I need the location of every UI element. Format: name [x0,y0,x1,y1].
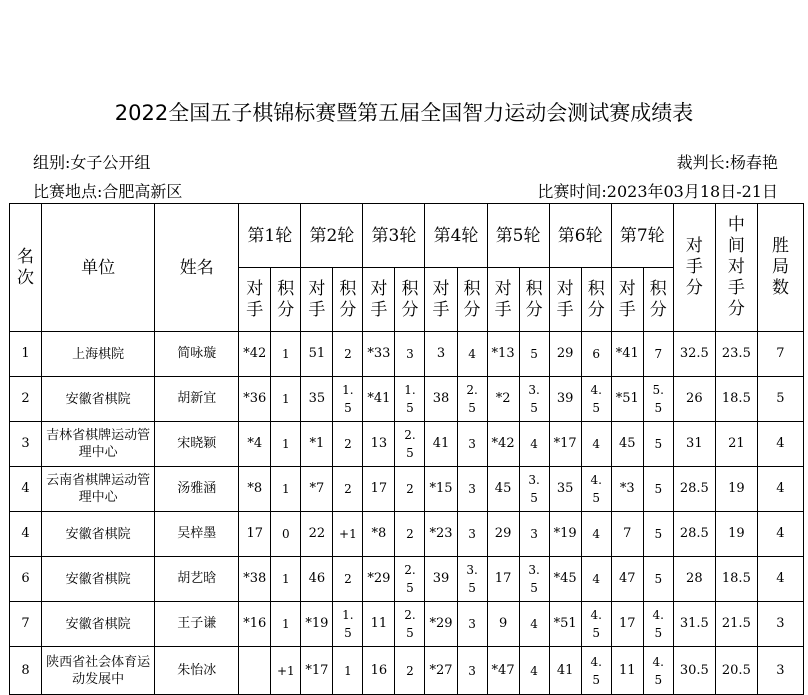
r7-points-cell [643,602,673,647]
name-cell: 简咏璇 [155,332,239,377]
r6-points-cell-text: 4.5 [590,473,602,505]
r3-points-cell [395,422,425,467]
r4-points-cell [457,557,487,602]
r1-points-cell: 1 [271,557,301,602]
header-r1-points-text: 积分 [277,278,295,320]
r4-points-cell-text: 3.5 [466,563,478,595]
r3-opponent-cell: 17 [363,467,395,512]
r4-opponent-cell: 39 [425,557,457,602]
r4-opponent-cell: 38 [425,377,457,422]
table-row [10,512,804,557]
header-opp-score [673,204,715,332]
header-row-rounds [10,204,804,268]
r7-points-cell-text: 4.5 [652,608,664,640]
r3-opponent-cell: *8 [363,512,395,557]
opp-score-cell: 28.5 [673,512,715,557]
r3-points-cell [395,377,425,422]
mid-opp-score-cell: 19 [715,467,757,512]
mid-opp-score-cell: 21.5 [715,602,757,647]
r6-points-cell-text: 4.5 [590,383,602,415]
header-mid-opp-score [715,204,757,332]
header-r4-points [457,268,487,332]
r2-points-cell [333,377,363,422]
wins-cell: 4 [757,557,803,602]
r6-points-cell-text: 4.5 [590,654,602,687]
r3-points-cell-text: 2.5 [404,608,416,640]
r5-opponent-cell: 29 [487,512,519,557]
r5-opponent-cell: *13 [487,332,519,377]
r7-points-cell: 5 [643,422,673,467]
r7-points-cell: 5 [643,467,673,512]
r6-points-cell-text: 4.5 [590,608,602,640]
r6-points-cell [581,467,611,512]
mid-opp-score-cell: 18.5 [715,557,757,602]
header-r2-opponent [301,268,333,332]
results-table [9,203,804,695]
header-r7-points [643,268,673,332]
header-r6-points-text: 积分 [587,278,605,320]
rank-cell: 2 [10,377,42,422]
rank-cell: 6 [10,557,42,602]
r7-points-cell: 7 [643,332,673,377]
unit-cell: 陕西省社会体育运动发展中 [42,647,155,695]
header-r1-points [271,268,301,332]
header-r5-opponent-text: 对手 [494,278,512,320]
r5-points-cell [519,377,549,422]
group-label: 组别:女子公开组 [33,153,151,172]
header-r2-opponent-text: 对手 [308,278,326,320]
wins-cell: 4 [757,512,803,557]
r6-opponent-cell: *19 [549,512,581,557]
header-r6-points [581,268,611,332]
r3-points-cell [395,602,425,647]
r2-opponent-cell: 46 [301,557,333,602]
r3-opponent-cell: *41 [363,377,395,422]
rank-cell: 8 [10,647,42,695]
header-r4-opponent [425,268,457,332]
table-row [10,332,804,377]
r7-opponent-cell: *3 [611,467,643,512]
r2-points-cell: 2 [333,422,363,467]
header-round-5: 第5轮 [487,204,549,268]
r4-opponent-cell: 41 [425,422,457,467]
mid-opp-score-cell: 20.5 [715,647,757,695]
r5-opponent-cell: 9 [487,602,519,647]
r2-opponent-cell: *19 [301,602,333,647]
header-unit: 单位 [42,204,155,332]
r4-opponent-cell: *27 [425,647,457,695]
r5-points-cell [519,557,549,602]
r3-points-cell-text: 1.5 [404,383,416,415]
r7-points-cell-text: 5.5 [652,383,664,415]
r1-opponent-cell: *36 [239,377,271,422]
name-cell: 王子谦 [155,602,239,647]
r2-opponent-cell: *7 [301,467,333,512]
header-rank-text: 名次 [17,246,35,288]
header-r3-opponent-text: 对手 [370,278,388,320]
header-mid-opp-score-text: 中间对手分 [727,215,745,319]
r1-opponent-cell [239,647,271,695]
name-cell: 胡新宜 [155,377,239,422]
r3-points-cell: 2 [395,467,425,512]
page-title: 2022全国五子棋锦标赛暨第五届全国智力运动会测试赛成绩表 [114,101,694,125]
r2-points-cell [333,602,363,647]
r7-opponent-cell: 45 [611,422,643,467]
header-r7-points-text: 积分 [649,278,667,320]
r7-opponent-cell: *41 [611,332,643,377]
r3-opponent-cell: 16 [363,647,395,695]
r1-points-cell: 0 [271,512,301,557]
r7-opponent-cell: *51 [611,377,643,422]
rank-cell: 3 [10,422,42,467]
r6-opponent-cell: 35 [549,467,581,512]
r4-points-cell: 3 [457,422,487,467]
r7-opponent-cell: 7 [611,512,643,557]
r1-opponent-cell: *8 [239,467,271,512]
r3-opponent-cell: 11 [363,602,395,647]
r3-opponent-cell: *29 [363,557,395,602]
header-wins [757,204,803,332]
r6-opponent-cell: 29 [549,332,581,377]
wins-cell: 3 [757,647,803,695]
r3-points-cell-text: 2.5 [404,563,416,595]
header-r3-points [395,268,425,332]
r3-points-cell [395,557,425,602]
r4-points-cell-text: 2.5 [466,383,478,415]
unit-cell: 安徽省棋院 [42,557,155,602]
header-r3-points-text: 积分 [401,278,419,320]
opp-score-cell: 32.5 [673,332,715,377]
r4-opponent-cell: *15 [425,467,457,512]
mid-opp-score-cell: 19 [715,512,757,557]
header-opp-score-text: 对手分 [685,236,703,298]
table-row [10,647,804,695]
unit-cell: 安徽省棋院 [42,602,155,647]
r5-points-cell [519,467,549,512]
unit-cell: 安徽省棋院 [42,377,155,422]
header-r7-opponent-text: 对手 [618,278,636,320]
table-row [10,422,804,467]
venue-label: 比赛地点:合肥高新区 [33,182,183,201]
r1-points-cell: 1 [271,332,301,377]
name-cell: 汤雅涵 [155,467,239,512]
mid-opp-score-cell: 18.5 [715,377,757,422]
r4-points-cell: 3 [457,602,487,647]
r1-opponent-cell: 17 [239,512,271,557]
r7-points-cell [643,377,673,422]
r2-points-cell: 2 [333,557,363,602]
header-r4-opponent-text: 对手 [432,278,450,320]
header-r1-opponent [239,268,271,332]
r5-opponent-cell: *42 [487,422,519,467]
wins-cell: 4 [757,467,803,512]
r2-points-cell-text: 1.5 [342,383,354,415]
r6-opponent-cell: *17 [549,422,581,467]
r7-opponent-cell: 17 [611,602,643,647]
r1-points-cell: 1 [271,602,301,647]
r6-points-cell: 4 [581,512,611,557]
r4-points-cell: 3 [457,512,487,557]
header-r5-points [519,268,549,332]
r4-opponent-cell: 3 [425,332,457,377]
r2-points-cell: +1 [333,512,363,557]
header-round-6: 第6轮 [549,204,611,268]
table-row [10,602,804,647]
r6-points-cell: 4 [581,422,611,467]
unit-cell: 上海棋院 [42,332,155,377]
unit-cell: 云南省棋牌运动管理中心 [42,467,155,512]
r1-opponent-cell: *4 [239,422,271,467]
r1-opponent-cell: *38 [239,557,271,602]
r5-points-cell-text: 3.5 [528,473,540,505]
r1-points-cell: 1 [271,467,301,512]
wins-cell: 3 [757,602,803,647]
r7-points-cell: 5 [643,557,673,602]
header-r2-points [333,268,363,332]
rank-cell: 1 [10,332,42,377]
r5-points-cell-text: 3.5 [528,383,540,415]
r1-opponent-cell: *42 [239,332,271,377]
r5-points-cell: 4 [519,602,549,647]
wins-cell: 5 [757,377,803,422]
r4-points-cell [457,377,487,422]
r2-opponent-cell: 35 [301,377,333,422]
header-round-2: 第2轮 [301,204,363,268]
opp-score-cell: 26 [673,377,715,422]
header-name: 姓名 [155,204,239,332]
header-round-7: 第7轮 [611,204,673,268]
wins-cell: 4 [757,422,803,467]
rank-cell: 4 [10,467,42,512]
r1-points-cell: +1 [271,647,301,695]
r5-opponent-cell: 45 [487,467,519,512]
name-cell: 吴梓墨 [155,512,239,557]
r4-points-cell: 4 [457,332,487,377]
r5-points-cell: 4 [519,647,549,695]
r6-points-cell: 6 [581,332,611,377]
header-r3-opponent [363,268,395,332]
r7-points-cell-text: 4.5 [652,654,664,687]
r4-points-cell: 3 [457,647,487,695]
r1-points-cell: 1 [271,377,301,422]
header-rank [10,204,42,332]
mid-opp-score-cell: 21 [715,422,757,467]
r3-points-cell: 2 [395,512,425,557]
r2-points-cell: 2 [333,332,363,377]
r3-opponent-cell: *33 [363,332,395,377]
header-r5-points-text: 积分 [525,278,543,320]
unit-cell: 安徽省棋院 [42,512,155,557]
name-cell: 宋晓颖 [155,422,239,467]
time-label: 比赛时间:2023年03月18日-21日 [537,182,778,201]
header-r6-opponent [549,268,581,332]
opp-score-cell: 28.5 [673,467,715,512]
mid-opp-score-cell: 23.5 [715,332,757,377]
table-row [10,467,804,512]
r2-points-cell: 2 [333,467,363,512]
header-wins-text: 胜局数 [771,236,789,298]
r1-opponent-cell: *16 [239,602,271,647]
table-row [10,377,804,422]
r6-opponent-cell: *51 [549,602,581,647]
table-row [10,557,804,602]
r7-points-cell: 5 [643,512,673,557]
wins-cell: 7 [757,332,803,377]
r5-points-cell: 5 [519,332,549,377]
r6-opponent-cell: *45 [549,557,581,602]
r7-points-cell [643,647,673,695]
referee-label: 裁判长:杨春艳 [676,153,778,172]
r6-opponent-cell: 41 [549,647,581,695]
r5-points-cell: 4 [519,422,549,467]
header-r7-opponent [611,268,643,332]
r5-opponent-cell: *2 [487,377,519,422]
unit-cell: 吉林省棋牌运动管理中心 [42,422,155,467]
r4-opponent-cell: *23 [425,512,457,557]
header-round-3: 第3轮 [363,204,425,268]
opp-score-cell: 28 [673,557,715,602]
r2-points-cell: 1 [333,647,363,695]
header-r2-points-text: 积分 [339,278,357,320]
r1-points-cell: 1 [271,422,301,467]
r5-points-cell: 3 [519,512,549,557]
rank-cell: 7 [10,602,42,647]
r2-opponent-cell: 51 [301,332,333,377]
r6-opponent-cell: 39 [549,377,581,422]
opp-score-cell: 31.5 [673,602,715,647]
r3-points-cell: 3 [395,332,425,377]
r7-opponent-cell: 47 [611,557,643,602]
header-r6-opponent-text: 对手 [556,278,574,320]
r2-opponent-cell: 22 [301,512,333,557]
header-r5-opponent [487,268,519,332]
r2-opponent-cell: *17 [301,647,333,695]
header-r1-opponent-text: 对手 [246,278,264,320]
rank-cell: 4 [10,512,42,557]
r4-opponent-cell: *29 [425,602,457,647]
r6-points-cell [581,647,611,695]
header-r4-points-text: 积分 [463,278,481,320]
r6-points-cell: 4 [581,557,611,602]
header-round-4: 第4轮 [425,204,487,268]
opp-score-cell: 31 [673,422,715,467]
opp-score-cell: 30.5 [673,647,715,695]
r5-opponent-cell: *47 [487,647,519,695]
r6-points-cell [581,377,611,422]
name-cell: 胡艺晗 [155,557,239,602]
r3-opponent-cell: 13 [363,422,395,467]
r4-points-cell: 3 [457,467,487,512]
header-round-1: 第1轮 [239,204,301,268]
r6-points-cell [581,602,611,647]
name-cell: 朱怡冰 [155,647,239,695]
r2-opponent-cell: *1 [301,422,333,467]
r3-points-cell: 2 [395,647,425,695]
results-body [10,332,804,695]
r5-opponent-cell: 17 [487,557,519,602]
r7-opponent-cell: 11 [611,647,643,695]
r5-points-cell-text: 3.5 [528,563,540,595]
r2-points-cell-text: 1.5 [342,608,354,640]
r3-points-cell-text: 2.5 [404,428,416,460]
